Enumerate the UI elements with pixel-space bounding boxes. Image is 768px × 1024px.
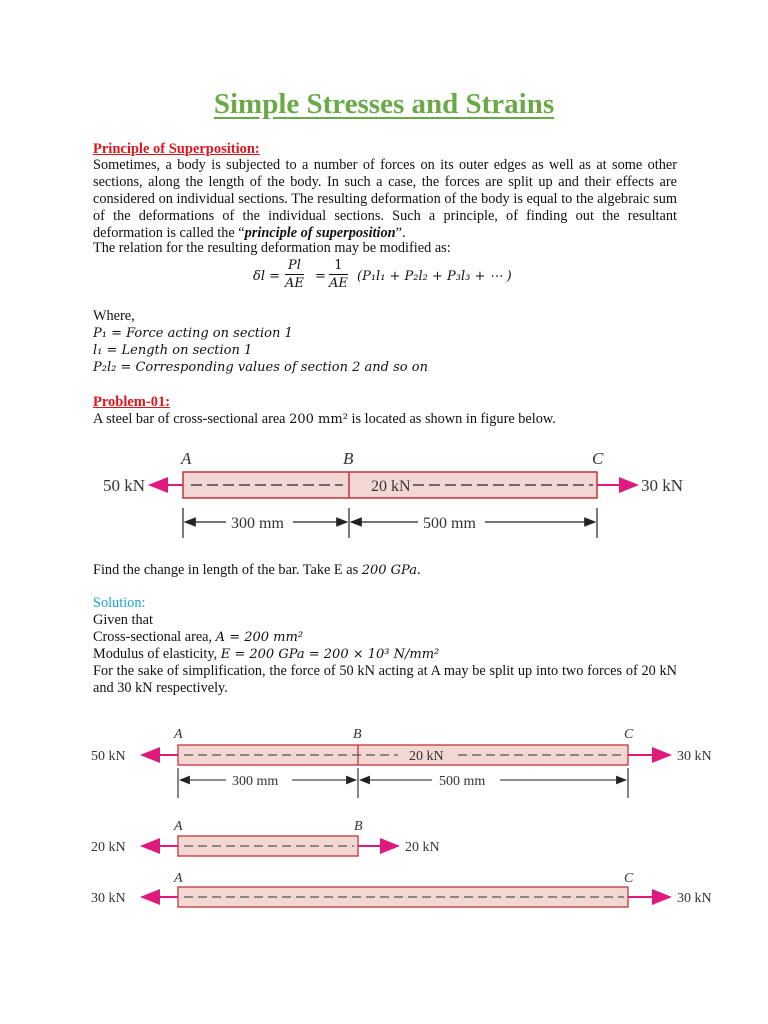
- superposition-term-close: ”.: [395, 225, 406, 241]
- formula-rhs: (P₁l₁ + P₂l₂ + P₃l₃ + ⋯ ): [357, 269, 512, 284]
- deformation-formula: [253, 258, 553, 298]
- fig2-len1: 300 mm: [232, 774, 279, 789]
- figure-bar-split: [88, 718, 728, 918]
- fig1-len2: 500 mm: [423, 515, 476, 532]
- fig1-label-c: C: [592, 449, 604, 468]
- definition-l1: l₁ = Length on section 1: [93, 343, 253, 358]
- formula-f1-den: AE: [285, 276, 304, 291]
- fig2-bar1-label-c: C: [624, 727, 634, 742]
- find-post: .: [416, 562, 421, 578]
- formula-f2-num: 1: [329, 258, 348, 275]
- fig2-bar3-left-force: 30 kN: [91, 891, 126, 906]
- formula-f2-den: AE: [329, 276, 348, 291]
- given-area: [93, 629, 303, 646]
- fig2-bar1-right-force: 30 kN: [677, 749, 712, 764]
- given-label: Given that: [93, 612, 153, 628]
- section-heading-problem: Problem-01:: [93, 394, 171, 410]
- relation-line: The relation for the resulting deformation may be modified as:: [93, 240, 451, 256]
- area-pre: Cross-sectional area,: [93, 629, 216, 645]
- definition-p2l2: P₂l₂ = Corresponding values of section 2 and so on: [93, 360, 428, 375]
- formula-lhs: δl =: [253, 269, 281, 284]
- superposition-paragraph: [93, 157, 677, 242]
- formula-fraction-2: [329, 258, 348, 292]
- statement-pre: A steel bar of cross-sectional area: [93, 411, 290, 427]
- area-math: A = 200 mm²: [215, 630, 304, 645]
- superposition-text: Sometimes, a body is subjected to a number of forces on its outer edges as well as at some other sections, along the length of the body. In such a case, the forces are split up and their effects are considered on individual sections. The resulting deformation of the body is equal to the algebraic sum of the deformations of the individual sections. Such a principle, of finding out the resultant deformation is called the “: [93, 157, 677, 241]
- modulus-pre: Modulus of elasticity,: [93, 646, 221, 662]
- modulus-math: E = 200 GPa = 200 × 10³ N/mm²: [220, 647, 440, 662]
- problem-statement: [93, 411, 556, 428]
- solution-heading: Solution:: [93, 595, 146, 611]
- find-pre: Find the change in length of the bar. Take E as: [93, 562, 362, 578]
- formula-fraction-1: [285, 258, 304, 292]
- figure-bar-problem: [93, 440, 693, 550]
- fig2-len2: 500 mm: [439, 774, 486, 789]
- fig2-bar3-right-force: 30 kN: [677, 891, 712, 906]
- fig2-bar1-mid-force: 20 kN: [409, 749, 444, 764]
- statement-post: is located as shown in figure below.: [347, 411, 556, 427]
- fig1-label-a: A: [181, 449, 192, 468]
- fig2-bar2-label-a: A: [174, 819, 183, 834]
- section-heading-superposition: Principle of Superposition:: [93, 141, 260, 157]
- fig1-label-b: B: [343, 449, 354, 468]
- fig1-mid-force: 20 kN: [371, 478, 411, 495]
- page-title: Simple Stresses and Strains: [213, 88, 555, 120]
- formula-eq: =: [315, 269, 326, 284]
- superposition-term: principle of superposition: [244, 225, 396, 241]
- fig2-bar3-label-c: C: [624, 871, 634, 886]
- simplification-paragraph: For the sake of simplification, the force of 50 kN acting at A may be split up into two forces of 20 kN and 30 kN respectively.: [93, 663, 677, 696]
- definition-p1: P₁ = Force acting on section 1: [93, 326, 293, 341]
- fig2-bar1-label-a: A: [174, 727, 183, 742]
- fig2-bar2-left-force: 20 kN: [91, 840, 126, 855]
- fig1-len1: 300 mm: [231, 515, 284, 532]
- formula-f1-num: Pl: [285, 258, 304, 275]
- fig1-left-force: 50 kN: [103, 476, 146, 495]
- given-modulus: [93, 646, 439, 663]
- fig2-bar2-label-b: B: [354, 819, 363, 834]
- fig2-bar2-right-force: 20 kN: [405, 840, 440, 855]
- statement-area: 200 mm²: [289, 412, 348, 427]
- fig2-bar1-left-force: 50 kN: [91, 749, 126, 764]
- fig2-bar1-label-b: B: [353, 727, 362, 742]
- fig1-right-force: 30 kN: [641, 476, 684, 495]
- find-modulus: 200 GPa: [361, 563, 417, 578]
- where-label: Where,: [93, 308, 135, 324]
- fig2-bar3-label-a: A: [174, 871, 183, 886]
- find-statement: [93, 562, 421, 579]
